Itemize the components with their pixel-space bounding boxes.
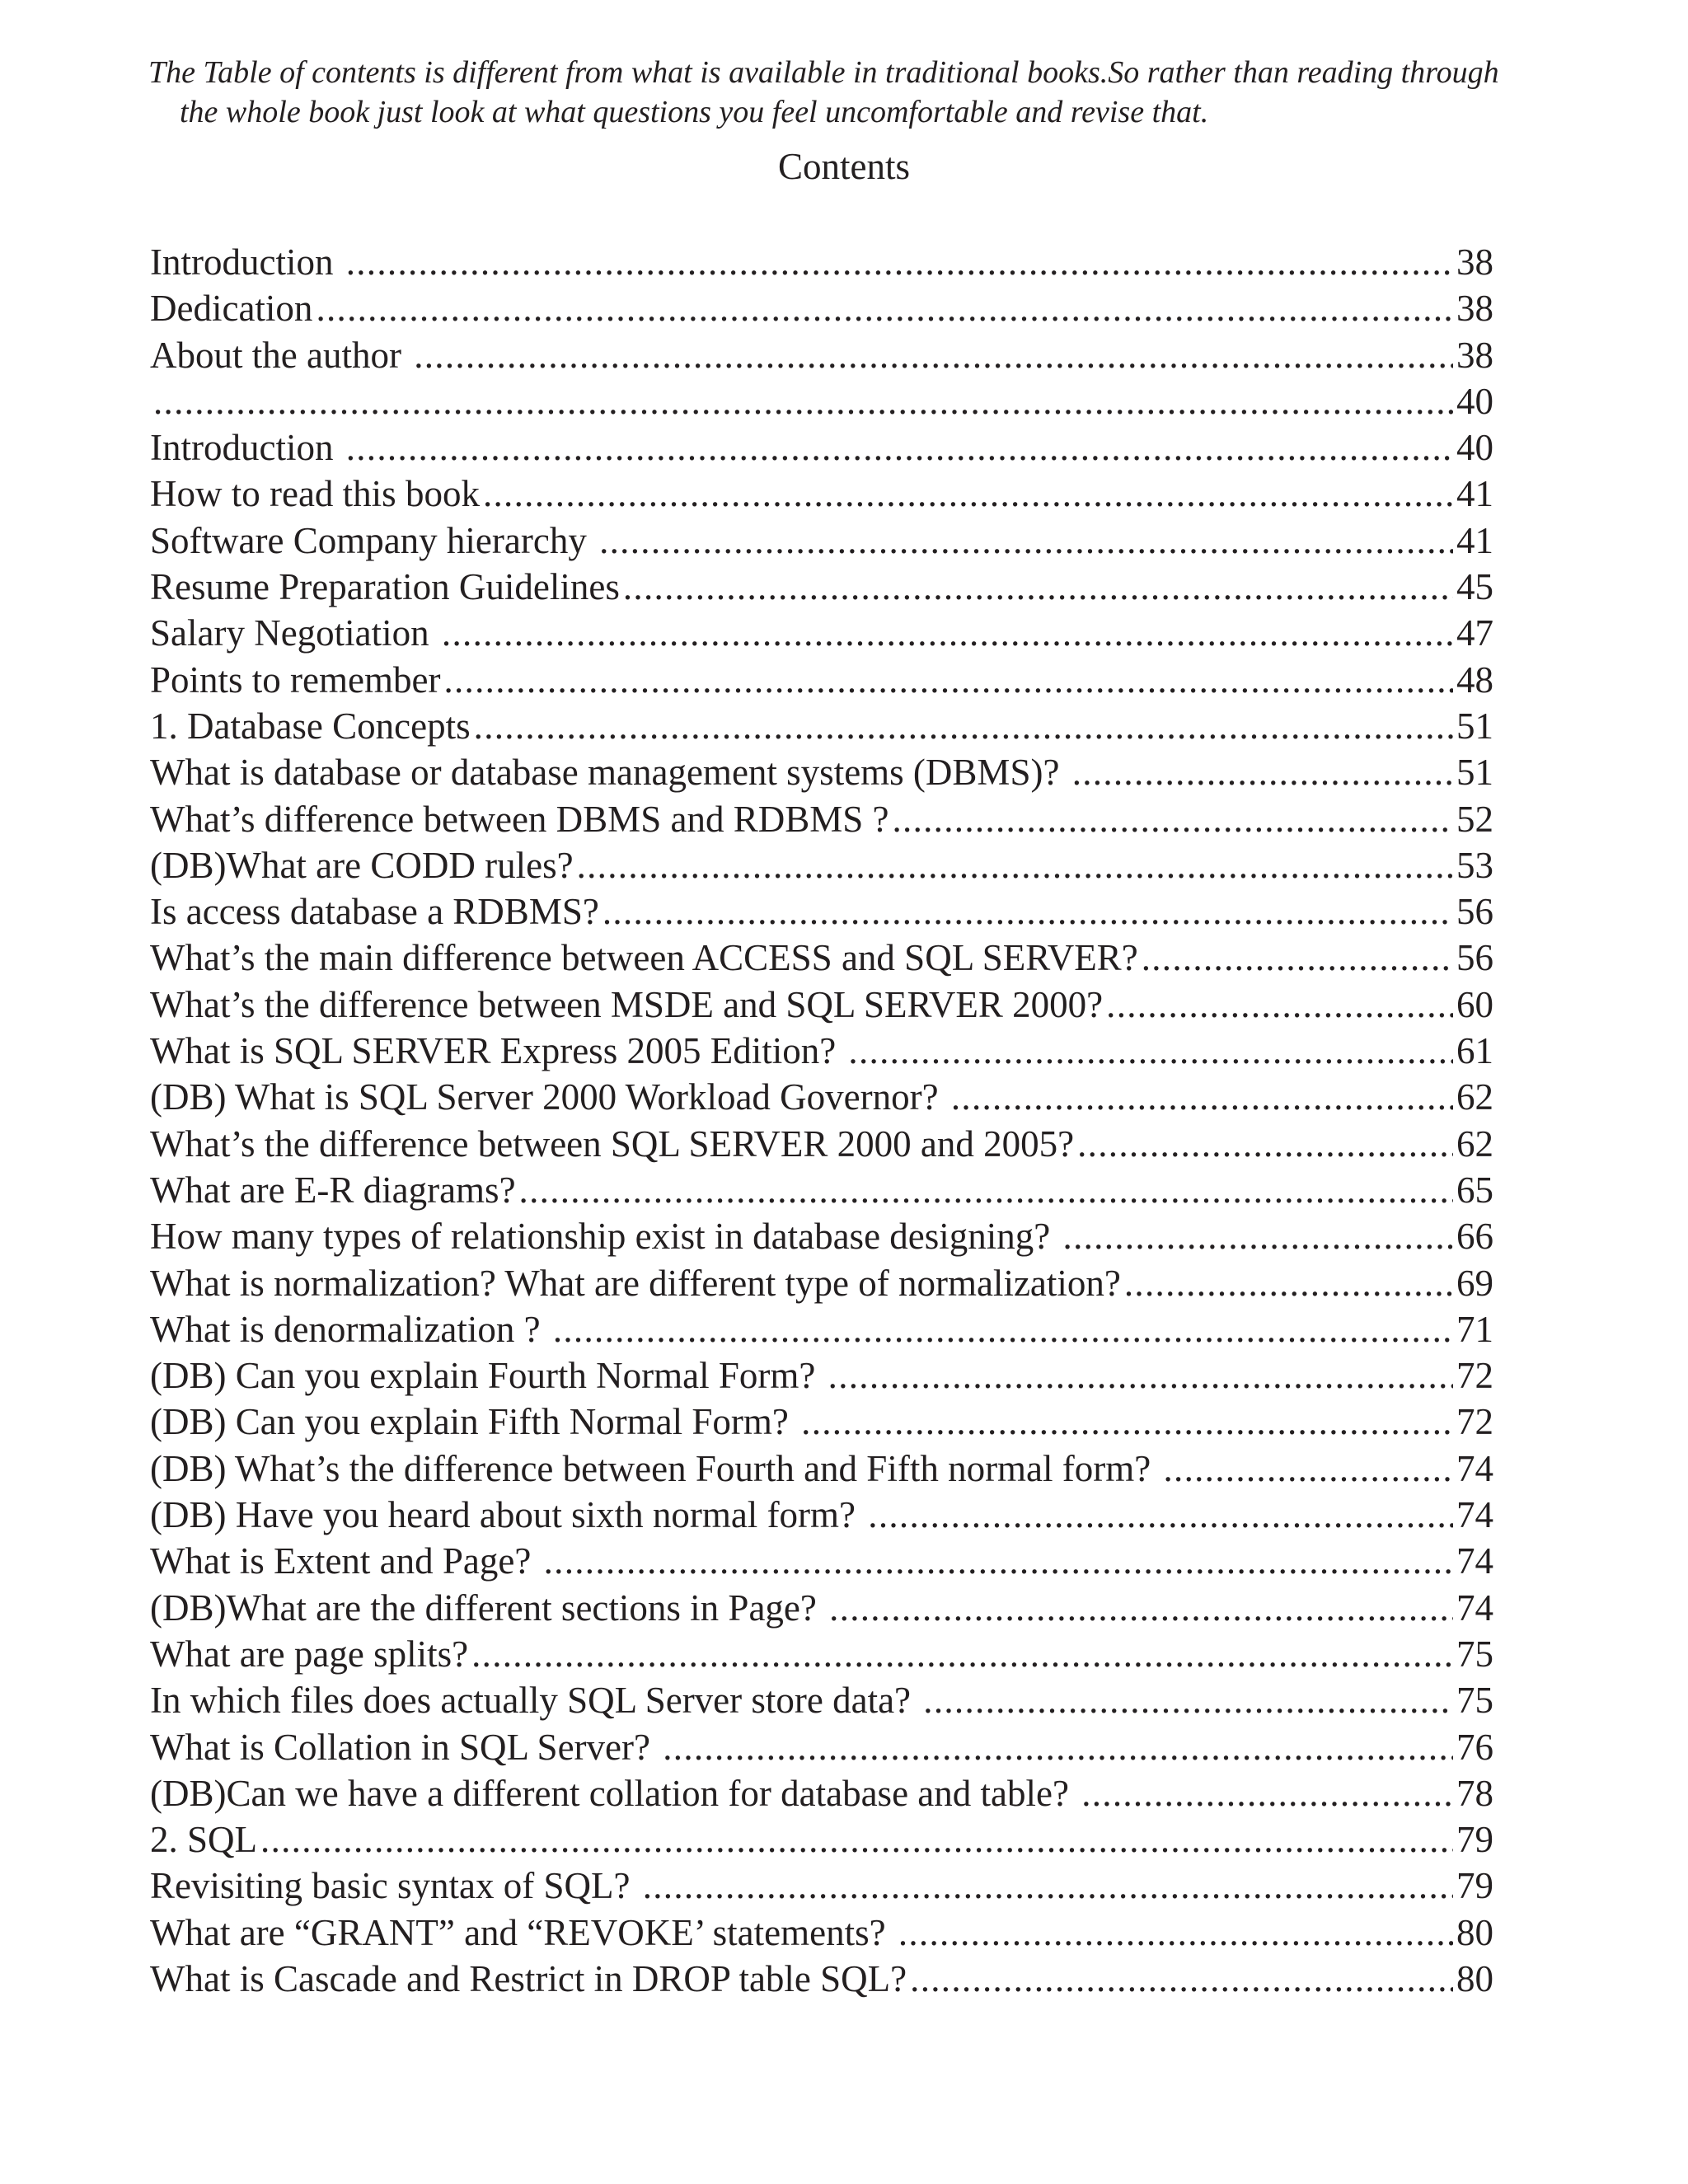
toc-entry-page: 78 <box>1456 1772 1493 1814</box>
toc-entry <box>150 564 1493 610</box>
toc-entry-title: Dedication <box>150 288 313 330</box>
toc-entry <box>150 888 1493 935</box>
dot-leader <box>848 1028 1453 1074</box>
toc-entry-page: 38 <box>1456 241 1493 283</box>
dot-leader <box>471 1631 1453 1677</box>
toc-entry <box>150 1585 1493 1631</box>
toc-entry-page: 40 <box>1456 427 1493 469</box>
toc-entry-page: 40 <box>1456 380 1493 422</box>
dot-leader <box>1081 1770 1453 1816</box>
toc-entry-title: What is normalization? What are different type of normalization? <box>150 1262 1121 1304</box>
toc-entry <box>150 1816 1493 1863</box>
toc-entry <box>150 1352 1493 1399</box>
toc-entry-page: 61 <box>1456 1030 1493 1072</box>
toc-entry-title: (DB)What are the different sections in Page? <box>150 1586 827 1629</box>
toc-entry-page: 41 <box>1456 519 1493 561</box>
toc-entry-page: 72 <box>1456 1401 1493 1443</box>
toc-entry-page: 76 <box>1456 1726 1493 1768</box>
toc-entry <box>150 1677 1493 1723</box>
toc-entry-title: How many types of relationship exist in database designing? <box>150 1216 1060 1258</box>
dot-leader <box>801 1399 1453 1445</box>
toc-entry <box>150 1446 1493 1492</box>
toc-entry-title: What’s the difference between SQL SERVER 2000 and 2005? <box>150 1122 1075 1165</box>
dot-leader <box>483 471 1453 517</box>
toc-entry-page: 66 <box>1456 1216 1493 1258</box>
dot-leader <box>951 1074 1453 1120</box>
toc-entry <box>150 1863 1493 1909</box>
toc-entry-title: About the author <box>150 334 411 376</box>
toc-entry <box>150 1724 1493 1770</box>
dot-leader <box>1163 1446 1453 1492</box>
toc-entry-page: 47 <box>1456 612 1493 654</box>
toc-entry-title: Is access database a RDBMS? <box>150 891 599 933</box>
toc-entry-page: 41 <box>1456 473 1493 515</box>
dot-leader <box>443 657 1453 703</box>
toc-entry-title: What’s the difference between MSDE and SQL SERVER 2000? <box>150 983 1104 1025</box>
toc-entry <box>150 703 1493 749</box>
toc-entry-title: Points to remember <box>150 658 441 701</box>
toc-entry-page: 62 <box>1456 1122 1493 1165</box>
dot-leader <box>153 378 1453 424</box>
toc-entry-page: 72 <box>1456 1355 1493 1397</box>
dot-leader <box>260 1816 1453 1863</box>
dot-leader <box>643 1863 1453 1909</box>
toc-entry-page: 51 <box>1456 705 1493 747</box>
dot-leader <box>868 1492 1453 1538</box>
toc-entry-title: What is Extent and Page? <box>150 1540 541 1582</box>
toc-entry <box>150 1770 1493 1816</box>
toc-entry <box>150 239 1493 285</box>
toc-entry-title: (DB) Can you explain Fifth Normal Form? <box>150 1401 799 1443</box>
dot-leader <box>1072 749 1453 795</box>
contents-heading: Contents <box>777 146 910 187</box>
toc-entry-title: What is database or database management systems (DBMS)? <box>150 752 1069 794</box>
toc-entry <box>150 1028 1493 1074</box>
toc-entry <box>150 378 1493 424</box>
dot-leader <box>923 1677 1453 1723</box>
toc-entry-title: What is Cascade and Restrict in DROP table SQL? <box>150 1957 907 1999</box>
toc-entry <box>150 749 1493 795</box>
dot-leader <box>599 518 1453 564</box>
toc-entry-page: 45 <box>1456 566 1493 608</box>
toc-entry-title: What is Collation in SQL Server? <box>150 1726 660 1768</box>
dot-leader <box>898 1910 1453 1956</box>
intro-note: The Table of contents is different from what is available in traditional books.So rather than reading through the whole book just look at what questions you feel uncomfortable and revise that. <box>148 55 1499 129</box>
toc-entry-title: 2. SQL <box>150 1819 258 1861</box>
dot-leader <box>623 564 1453 610</box>
toc-entry-page: 75 <box>1456 1633 1493 1675</box>
dot-leader <box>442 610 1453 656</box>
toc-entry-page: 53 <box>1456 844 1493 886</box>
dot-leader <box>346 424 1453 471</box>
toc-entry-page: 60 <box>1456 983 1493 1025</box>
dot-leader <box>663 1724 1453 1770</box>
toc-entry-page: 69 <box>1456 1262 1493 1304</box>
toc-entry-page: 80 <box>1456 1957 1493 1999</box>
toc-entry-page: 65 <box>1456 1169 1493 1211</box>
toc-entry <box>150 1167 1493 1213</box>
toc-entry-title: How to read this book <box>150 473 480 515</box>
toc-entry <box>150 982 1493 1028</box>
toc-entry-title: What are page splits? <box>150 1633 469 1675</box>
toc-entry-title: What is denormalization ? <box>150 1308 550 1350</box>
dot-leader <box>544 1538 1453 1584</box>
toc-entry <box>150 657 1493 703</box>
dot-leader <box>1063 1213 1453 1259</box>
toc-entry-page: 80 <box>1456 1911 1493 1953</box>
dot-leader <box>1106 982 1453 1028</box>
toc-entry <box>150 1260 1493 1306</box>
toc-entry-title: What are “GRANT” and “REVOKE’ statements? <box>150 1911 895 1953</box>
dot-leader <box>828 1352 1453 1399</box>
toc-entry-page: 75 <box>1456 1680 1493 1722</box>
dot-leader <box>316 285 1453 331</box>
toc-entry <box>150 471 1493 517</box>
toc-entry <box>150 424 1493 471</box>
dot-leader <box>910 1956 1453 2002</box>
toc-entry-title: Software Company hierarchy <box>150 519 597 561</box>
toc-entry-page: 56 <box>1456 891 1493 933</box>
toc-entry-title: Resume Preparation Guidelines <box>150 566 620 608</box>
toc-entry-page: 38 <box>1456 334 1493 376</box>
toc-entry <box>150 332 1493 378</box>
toc-entry-page: 38 <box>1456 288 1493 330</box>
toc-entry-title: Salary Negotiation <box>150 612 438 654</box>
toc-entry <box>150 1910 1493 1956</box>
toc-entry-title: (DB) What’s the difference between Fourth and Fifth normal form? <box>150 1447 1160 1489</box>
dot-leader <box>829 1585 1453 1631</box>
toc-entry <box>150 842 1493 888</box>
toc-entry-title: Revisiting basic syntax of SQL? <box>150 1865 640 1907</box>
table-of-contents <box>150 239 1493 2002</box>
toc-entry <box>150 518 1493 564</box>
toc-entry-page: 79 <box>1456 1865 1493 1907</box>
toc-entry-page: 48 <box>1456 658 1493 701</box>
dot-leader <box>474 703 1453 749</box>
toc-entry <box>150 1399 1493 1445</box>
toc-entry <box>150 285 1493 331</box>
toc-entry-title: (DB)What are CODD rules? <box>150 844 574 886</box>
toc-entry <box>150 1121 1493 1167</box>
toc-entry-title: (DB) Have you heard about sixth normal form? <box>150 1494 865 1536</box>
toc-entry-page: 51 <box>1456 752 1493 794</box>
toc-entry-title: What’s the main difference between ACCESS and SQL SERVER? <box>150 937 1138 979</box>
toc-entry-title: What is SQL SERVER Express 2005 Edition? <box>150 1030 846 1072</box>
toc-entry-title: Introduction <box>150 241 343 283</box>
dot-leader <box>519 1167 1453 1213</box>
toc-entry-title: (DB) Can you explain Fourth Normal Form? <box>150 1355 825 1397</box>
toc-entry-title: What are E-R diagrams? <box>150 1169 516 1211</box>
dot-leader <box>1142 935 1453 981</box>
toc-entry <box>150 1074 1493 1120</box>
toc-entry <box>150 1492 1493 1538</box>
toc-entry <box>150 610 1493 656</box>
toc-entry <box>150 1631 1493 1677</box>
toc-entry <box>150 1956 1493 2002</box>
toc-entry-page: 79 <box>1456 1819 1493 1861</box>
toc-entry-page: 62 <box>1456 1076 1493 1118</box>
toc-entry-page: 71 <box>1456 1308 1493 1350</box>
toc-entry-title: (DB)Can we have a different collation for database and table? <box>150 1772 1079 1814</box>
toc-entry-page: 74 <box>1456 1494 1493 1536</box>
toc-entry-page: 52 <box>1456 798 1493 840</box>
dot-leader <box>892 796 1453 842</box>
toc-entry-title: 1. Database Concepts <box>150 705 471 747</box>
toc-entry <box>150 1538 1493 1584</box>
dot-leader <box>577 842 1453 888</box>
dot-leader <box>346 239 1453 285</box>
toc-entry-title: In which files does actually SQL Server store data? <box>150 1680 921 1722</box>
toc-entry <box>150 1306 1493 1352</box>
toc-entry <box>150 796 1493 842</box>
toc-entry-title: What’s difference between DBMS and RDBMS ? <box>150 798 889 840</box>
toc-entry <box>150 1213 1493 1259</box>
toc-entry-page: 74 <box>1456 1586 1493 1629</box>
toc-entry-page: 74 <box>1456 1447 1493 1489</box>
toc-entry <box>150 935 1493 981</box>
dot-leader <box>414 332 1453 378</box>
dot-leader <box>603 888 1453 935</box>
dot-leader <box>1077 1121 1453 1167</box>
dot-leader <box>1124 1260 1453 1306</box>
toc-entry-title: (DB) What is SQL Server 2000 Workload Governor? <box>150 1076 948 1118</box>
toc-entry-page: 74 <box>1456 1540 1493 1582</box>
toc-entry-page: 56 <box>1456 937 1493 979</box>
toc-entry-title: Introduction <box>150 427 343 469</box>
dot-leader <box>553 1306 1453 1352</box>
